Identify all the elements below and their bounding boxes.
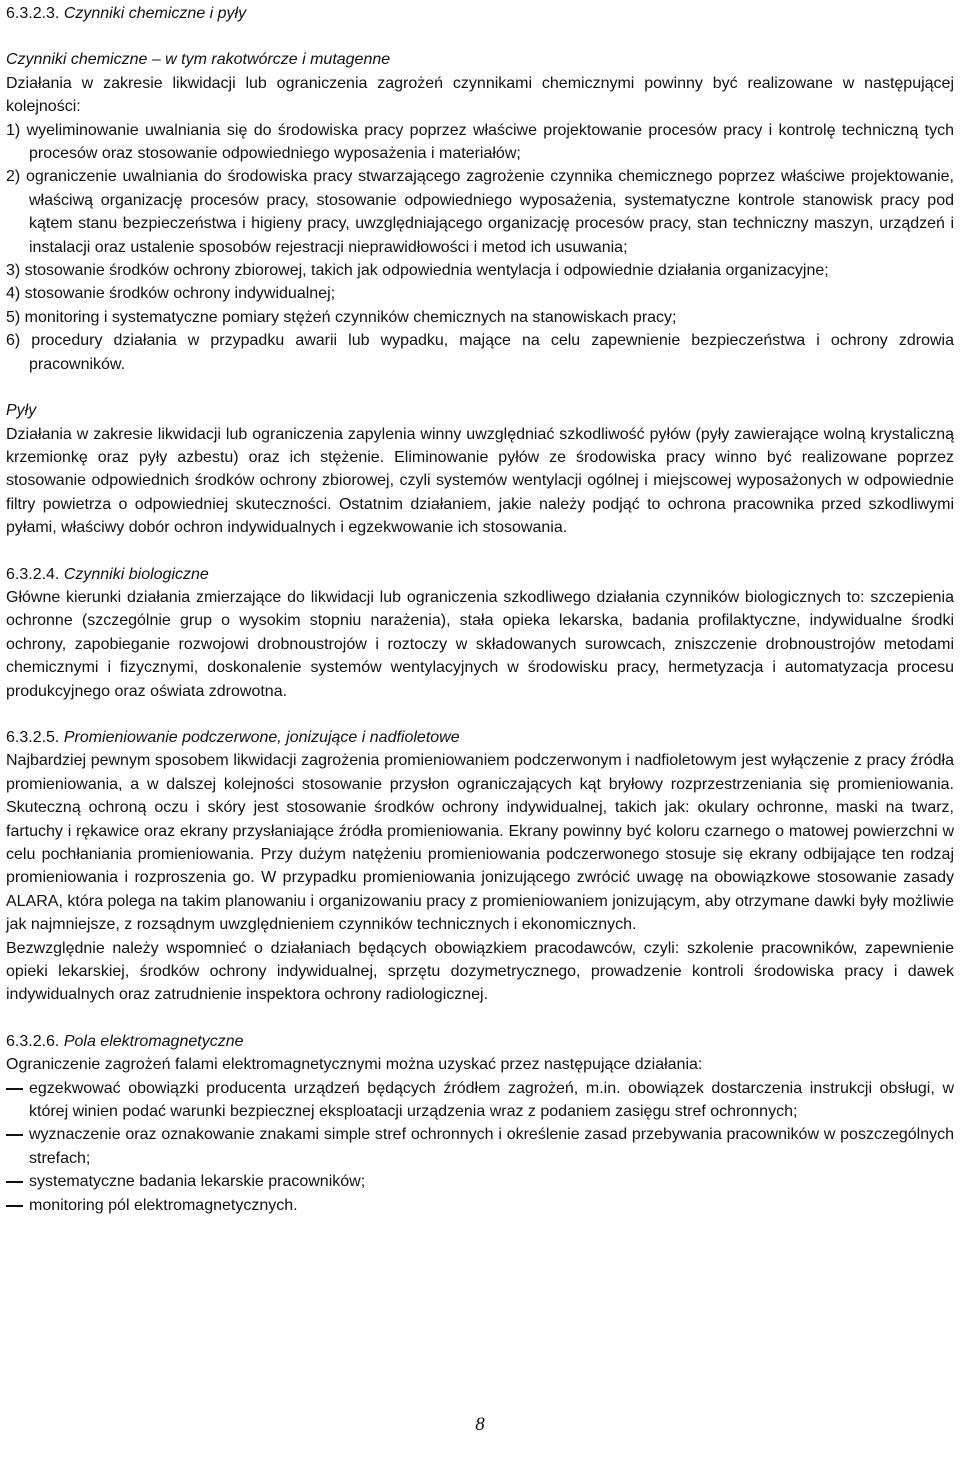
section-heading-chemical	[6, 2, 954, 25]
dash-bullet-icon	[6, 1205, 23, 1207]
section-title: Czynniki biologiczne	[63, 565, 209, 583]
list-item	[6, 1170, 954, 1193]
list-item	[6, 1077, 954, 1124]
subheading-dust: Pyły	[6, 402, 37, 420]
list-item: 1) wyeliminowanie uwalniania się do środowiska pracy poprzez właściwe projektowanie procesów pracy i kontrolę techniczną tych procesów oraz stosowanie odpowiedniego wyposażenia i materiałów;	[6, 121, 954, 163]
list-item	[6, 1123, 954, 1170]
dash-bullet-icon	[6, 1181, 23, 1183]
section-heading-radiation	[6, 726, 954, 749]
page-number: 8	[475, 1414, 485, 1435]
paragraph-radiation-2: Bezwzględnie należy wspomnieć o działaniach będących obowiązkiem pracodawców, czyli: szkolenie pracowników, zapewnienie opieki lekarskiej, środków ochrony indywidualnej, sprzętu dozymetrycznego, prowadzenie kontroli środowiska pracy i dawek indywidualnych oraz zatrudnienie inspektora ochrony radiologicznej.	[6, 939, 954, 1004]
paragraph-em-intro: Ograniczenie zagrożeń falami elektromagnetycznymi można uzyskać przez następujące działania:	[6, 1056, 703, 1074]
list-item-text: wyznaczenie oraz oznakowanie znakami simple stref ochronnych i określenie zasad przebywania pracowników w poszczególnych strefach;	[29, 1126, 954, 1167]
list-item-text: systematyczne badania lekarskie pracowników;	[29, 1173, 366, 1191]
paragraph-dust: Działania w zakresie likwidacji lub ograniczenia zapylenia winny uwzględniać szkodliwość pyłów (pyły zawierające wolną krystaliczną krzemionkę oraz pyły azbestu) oraz ich stężenie. Eliminowanie pyłów ze środowiska pracy winno być realizowane poprzez stosowanie odpowiednich środków ochrony zbiorowej, czyli systemów wentylacji ogólnej i miejscowej wyposażonych w odpowiednie filtry powietrza o odpowiedniej skuteczności. Ostatnim działaniem, jakie należy podjąć to ochrona pracownika przed szkodliwymi pyłami, właściwy dobór ochron indywidualnych i egzekwowanie ich stosowania.	[6, 425, 954, 537]
list-item: 6) procedury działania w przypadku awarii lub wypadku, mające na celu zapewnienie bezpieczeństwa i ochrony zdrowia pracowników.	[6, 332, 954, 373]
section-number: 6.3.2.3.	[6, 5, 60, 22]
dash-bullet-icon	[6, 1134, 23, 1136]
list-item: 2) ograniczenie uwalniania do środowiska pracy stwarzającego zagrożenie czynnika chemicznego poprzez właściwe projektowanie, właściwą organizację procesów pracy, stosowanie odpowiedniego wyposażenia, systematyczne kontrole stanowisk pracy pod kątem stanu bezpieczeństwa i higieny pracy, uwzględniającego organizację procesów pracy, stan techniczny maszyn, urządzeń i instalacji oraz ustalenie sposobów rejestracji nieprawidłowości i metod ich usuwania;	[6, 168, 954, 256]
list-item: 5) monitoring i systematyczne pomiary stężeń czynników chemicznych na stanowiskach pracy;	[6, 308, 677, 326]
section-heading-em-fields	[6, 1030, 954, 1053]
ordered-list-chemical	[6, 119, 954, 376]
list-item	[6, 1194, 954, 1217]
section-title: Promieniowanie podczerwone, jonizujące i nadfioletowe	[63, 728, 460, 746]
paragraph-radiation-1: Najbardziej pewnym sposobem likwidacji zagrożenia promieniowaniem podczerwonym i nadfioletowym jest wyłączenie z pracy źródła promieniowania, a w dalszej kolejności stosowanie przysłon ograniczających kąt bryłowy rozprzestrzeniania się promieniowania. Skuteczną ochroną oczu i skóry jest stosowanie środków ochrony indywidualnej, takich jak: okulary ochronne, maski na twarz, fartuchy i rękawice oraz ekrany przysłaniające źródła promieniowania. Ekrany powinny być koloru czarnego o matowej powierzchni w celu pochłaniania promieniowania. Przy dużym natężeniu promieniowania podczerwonego stosuje się ekrany odbijające ten rodzaj promieniowania i rozproszenia go. W przypadku promieniowania jonizującego zwrócić uwagę na obowiązkowe stosowanie zasady ALARA, która polega na takim planowaniu i organizowaniu pracy z promieniowaniem jonizującym, aby otrzymane dawki były możliwie jak najmniejsze, z rozsądnym uwzględnieniem czynników technicznych i ekonomicznych.	[6, 752, 954, 934]
section-title: Czynniki chemiczne i pyły	[63, 5, 247, 22]
section-number: 6.3.2.4.	[6, 565, 60, 583]
list-item-text: egzekwować obowiązki producenta urządzeń będących źródłem zagrożeń, m.in. obowiązek dostarczenia instrukcji obsługi, w której winien podać warunki bezpiecznej eksploatacji urządzenia wraz z podaniem zasięgu stref ochronnych;	[29, 1079, 954, 1121]
section-title: Pola elektromagnetyczne	[63, 1032, 244, 1050]
paragraph-biological: Główne kierunki działania zmierzające do likwidacji lub ograniczenia szkodliwego działania czynników biologicznych to: szczepienia ochronne (szczególnie grup o wysokim stopniu narażenia), stała opieka lekarska, badania profilaktyczne, indywidualne środki ochrony, zapobieganie rozwojowi drobnoustrojów i roztoczy w składowanych surowcach, zniszczenie drobnoustrojów metodami chemicznymi i fizycznymi, doskonalenie systemów wentylacyjnych w środowisku pracy, hermetyzacja i automatyzacja procesu produkcyjnego oraz oświata zdrowotna.	[6, 588, 954, 700]
section-heading-biological	[6, 563, 954, 586]
dash-list-em	[6, 1077, 954, 1217]
list-item: 4) stosowanie środków ochrony indywidualnej;	[6, 285, 336, 303]
dash-bullet-icon	[6, 1088, 23, 1090]
subheading-chemical: Czynniki chemiczne – w tym rakotwórcze i mutagenne	[6, 51, 391, 69]
paragraph-intro: Działania w zakresie likwidacji lub ograniczenia zagrożeń czynnikami chemicznymi powinny być realizowane w następującej kolejności:	[6, 74, 954, 116]
section-number: 6.3.2.6.	[6, 1032, 60, 1050]
section-number: 6.3.2.5.	[6, 728, 60, 746]
list-item: 3) stosowanie środków ochrony zbiorowej, takich jak odpowiednia wentylacja i odpowiednie działania organizacyjne;	[6, 262, 829, 280]
list-item-text: monitoring pól elektromagnetycznych.	[29, 1196, 298, 1214]
